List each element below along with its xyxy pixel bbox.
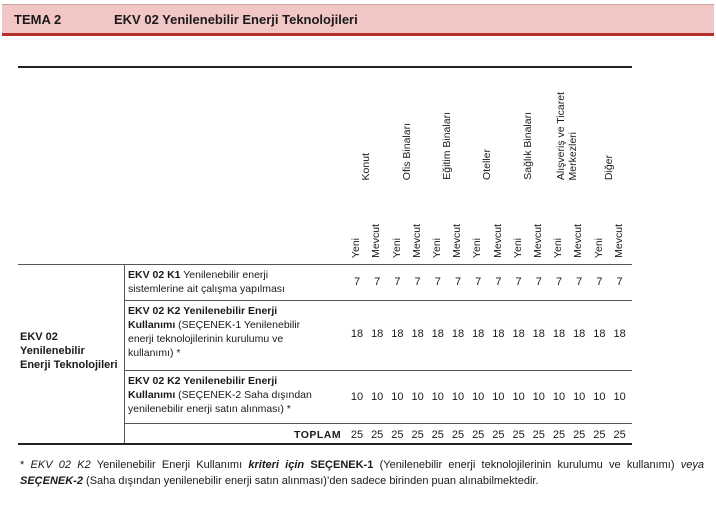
score-cell: 18 — [431, 328, 444, 340]
score-cell: 7 — [495, 276, 502, 288]
footnote — [20, 457, 704, 489]
group-divider — [124, 264, 125, 443]
row-label-0: EKV 02 K1 Yenilenebilir enerji sistemlerine ait çalışma yapılması — [128, 269, 285, 295]
score-cell: 7 — [454, 276, 462, 288]
sub-header-13: Mevcut — [612, 224, 625, 258]
score-cell: 18 — [593, 328, 606, 340]
score-cell: 18 — [573, 328, 586, 340]
column-header-5-line2: Merkezleri — [567, 131, 580, 180]
footnote-text-5: (Saha dışından yenilenebilir enerji satın alınması)’den sadece birinden puan alınabilmektedir. — [82, 475, 539, 487]
score-cell: 10 — [371, 391, 384, 403]
score-cell: 7 — [374, 276, 381, 288]
score-cell: 18 — [613, 328, 626, 340]
sub-header-10: Yeni — [552, 237, 565, 258]
sub-header-9: Mevcut — [531, 224, 544, 258]
score-cell: 10 — [451, 391, 465, 403]
total-cell: 25 — [532, 429, 545, 441]
score-cell: 18 — [371, 328, 384, 340]
column-header-3: Oteller — [481, 149, 494, 180]
column-header-0: Konut — [360, 152, 373, 180]
total-cell: 25 — [411, 429, 424, 441]
sub-header-4: Yeni — [430, 237, 443, 258]
footnote-star: * — [20, 459, 25, 471]
total-cell: 25 — [431, 429, 444, 441]
sub-header-2: Yeni — [390, 237, 403, 258]
score-cell: 10 — [472, 391, 485, 403]
footnote-text-4: veya — [680, 459, 704, 471]
score-cell: 18 — [492, 328, 505, 340]
score-cell: 10 — [391, 391, 404, 403]
column-header-2: Eğitim Binaları — [441, 112, 453, 180]
total-cell: 25 — [391, 429, 404, 441]
row-code: EKV 02 K1 — [128, 269, 181, 281]
score-cell: 18 — [391, 328, 404, 340]
score-cell: 10 — [552, 391, 566, 403]
sub-header-8: Yeni — [511, 237, 524, 258]
score-cell: 7 — [414, 276, 421, 288]
score-cell: 18 — [532, 328, 545, 340]
score-cell: 7 — [596, 276, 603, 288]
sub-header-3: Mevcut — [410, 224, 423, 258]
footnote-text-1: Yenilenebilir Enerji Kullanımı — [90, 459, 249, 471]
group-label-line: Enerji Teknolojileri — [20, 359, 118, 371]
score-cell: 7 — [515, 276, 522, 288]
score-cell: 18 — [411, 328, 424, 340]
score-cell: 10 — [532, 391, 545, 403]
total-cell: 25 — [371, 429, 384, 441]
score-cell: 10 — [613, 391, 626, 403]
score-cell: 18 — [350, 328, 364, 340]
sub-header-7: Mevcut — [491, 224, 504, 258]
row-code-cont: Kullanımı — [128, 389, 176, 401]
table-top-border — [18, 66, 632, 68]
score-cell: 10 — [573, 391, 586, 403]
group-label-line: EKV 02 — [20, 331, 58, 343]
total-cell: 25 — [552, 429, 566, 441]
sub-header-5: Mevcut — [451, 224, 464, 258]
score-cell: 7 — [434, 276, 441, 288]
total-cell: 25 — [593, 429, 606, 441]
footnote-code: EKV 02 K2 — [30, 459, 91, 471]
table-bottom-border — [18, 443, 632, 445]
score-cell: 10 — [350, 391, 364, 403]
score-cell: 10 — [431, 391, 444, 403]
row-divider-1 — [124, 300, 632, 301]
section-number: TEMA 2 — [14, 12, 62, 27]
score-cell: 7 — [616, 276, 623, 288]
sub-header-1: Mevcut — [370, 224, 383, 258]
score-cell: 7 — [576, 276, 583, 288]
column-header-6: Diğer — [602, 154, 615, 180]
footnote-text-2: kriteri için — [248, 459, 305, 471]
footnote-option-1: SEÇENEK-1 — [304, 459, 374, 471]
total-cell: 25 — [573, 429, 586, 441]
total-label: TOPLAM — [294, 429, 342, 441]
sub-header-11: Mevcut — [572, 224, 585, 258]
column-header-4: Sağlık Binaları — [521, 112, 534, 180]
score-cell: 18 — [451, 328, 465, 340]
total-cell: 25 — [613, 429, 626, 441]
row-code: EKV 02 K2 Yenilenebilir Enerji — [128, 375, 278, 387]
score-cell: 10 — [492, 391, 505, 403]
row-code: EKV 02 K2 Yenilenebilir Enerji — [128, 305, 278, 317]
score-cell: 10 — [411, 391, 424, 403]
total-cell: 25 — [512, 429, 525, 441]
column-header-1: Ofis Binaları — [400, 122, 413, 180]
score-cell: 10 — [512, 391, 525, 403]
column-header-5: Alışveriş ve Ticaret — [555, 91, 568, 180]
row-code-cont: Kullanımı — [128, 319, 176, 331]
score-cell: 7 — [353, 276, 361, 288]
score-cell: 7 — [394, 276, 401, 288]
header-bottom-border — [18, 264, 632, 265]
score-cell: 7 — [555, 276, 563, 288]
score-cell: 7 — [475, 276, 482, 288]
row-divider-3 — [124, 423, 632, 424]
total-cell: 25 — [492, 429, 505, 441]
section-title: EKV 02 Yenilenebilir Enerji Teknolojileri — [114, 12, 358, 27]
section-header — [2, 4, 714, 36]
score-cell: 18 — [552, 328, 566, 340]
score-cell: 10 — [593, 391, 606, 403]
total-cell: 25 — [451, 429, 465, 441]
row-label-2: EKV 02 K2 Yenilenebilir Enerji Kullanımı (SEÇENEK-2 Saha dışından yenilenebilir enerji satın alınması) * — [128, 375, 312, 415]
row-label-1: EKV 02 K2 Yenilenebilir Enerji Kullanımı (SEÇENEK-1 Yenilenebilir enerji teknolojilerinin kurulumu ve kullanımı) * — [128, 305, 301, 359]
group-label — [20, 330, 118, 372]
footnote-text-3: (Yenilenebilir enerji teknolojilerinin kurulumu ve kullanımı) — [373, 459, 681, 471]
row-divider-2 — [124, 370, 632, 371]
score-cell: 18 — [472, 328, 485, 340]
sub-header-0: Yeni — [350, 237, 363, 258]
sub-header-6: Yeni — [471, 237, 484, 258]
total-cell: 25 — [350, 429, 364, 441]
group-label-line: Yenilenebilir — [20, 345, 85, 357]
sub-header-12: Yeni — [592, 237, 605, 258]
score-cell: 18 — [512, 328, 525, 340]
total-cell: 25 — [472, 429, 485, 441]
footnote-option-2: SEÇENEK-2 — [20, 475, 83, 487]
score-cell: 7 — [535, 276, 542, 288]
